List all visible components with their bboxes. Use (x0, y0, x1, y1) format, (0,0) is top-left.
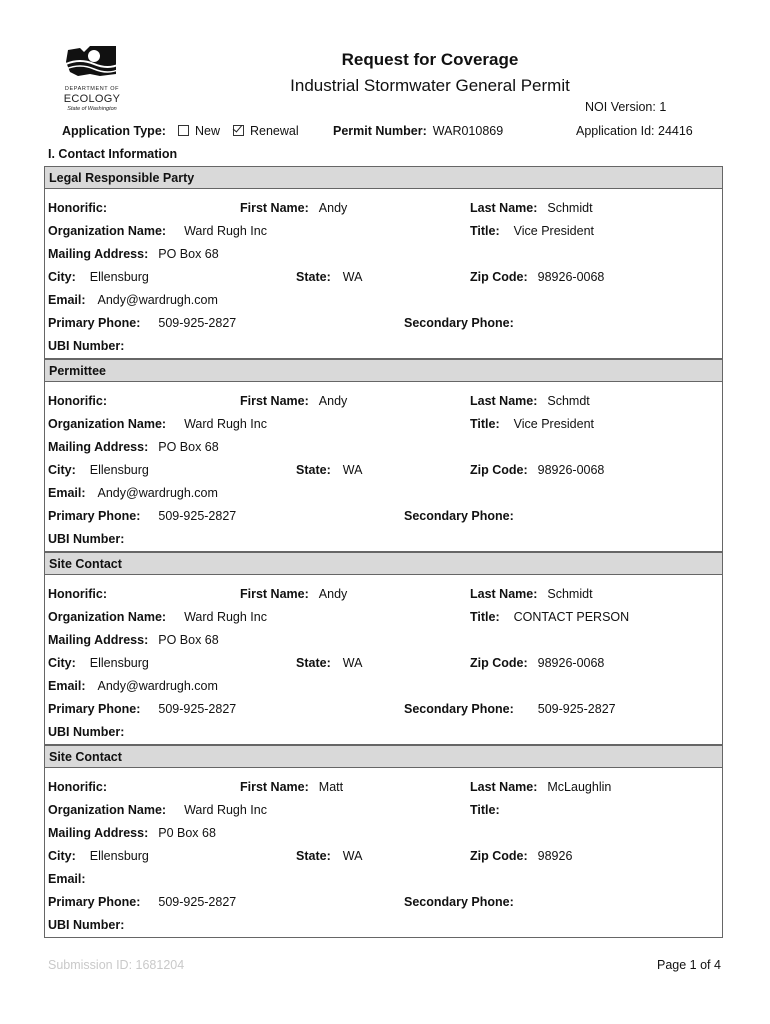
field-last-name (470, 587, 593, 601)
field-honorific (48, 201, 117, 215)
field-zip (470, 270, 604, 284)
field-zip (470, 463, 604, 477)
first-name-label: First Name: (240, 201, 309, 215)
last-name-value: Schmdt (547, 394, 590, 408)
zip-label: Zip Code: (470, 463, 528, 477)
document-title: Request for Coverage (341, 50, 519, 69)
noi-version: NOI Version: 1 (585, 100, 667, 114)
ubi-label: UBI Number: (48, 532, 125, 546)
zip-value: 98926-0068 (537, 656, 605, 670)
field-secondary-phone (404, 702, 616, 716)
email-label: Email: (48, 679, 86, 693)
mailing-value: PO Box 68 (158, 247, 219, 261)
first-name-label: First Name: (240, 587, 309, 601)
secondary-phone-label: Secondary Phone: (404, 895, 514, 909)
honorific-label: Honorific: (48, 201, 108, 215)
honorific-label: Honorific: (48, 780, 108, 794)
field-primary-phone (48, 316, 236, 330)
field-title (470, 417, 594, 431)
title-label: Title: (470, 803, 500, 817)
email-value: Andy@wardrugh.com (97, 679, 218, 693)
state-label: State: (296, 656, 331, 670)
secondary-phone-value: 509-925-2827 (537, 702, 616, 716)
field-city (48, 270, 149, 284)
city-label: City: (48, 463, 76, 477)
zip-label: Zip Code: (470, 656, 528, 670)
primary-phone-value: 509-925-2827 (158, 895, 237, 909)
contact-section-box (44, 166, 723, 359)
field-last-name (470, 780, 611, 794)
field-state (296, 656, 362, 670)
logo-state-text: State of Washington (67, 106, 117, 112)
contact-section-heading: Site Contact (44, 745, 723, 768)
ubi-label: UBI Number: (48, 339, 125, 353)
title-value: CONTACT PERSON (513, 610, 630, 624)
new-label: New (195, 124, 221, 138)
zip-value: 98926-0068 (537, 463, 605, 477)
field-ubi (48, 339, 134, 353)
mailing-value: PO Box 68 (158, 440, 219, 454)
state-value: WA (342, 849, 363, 863)
primary-phone-label: Primary Phone: (48, 316, 141, 330)
contact-section-box (44, 552, 723, 745)
field-state (296, 463, 362, 477)
field-secondary-phone (404, 895, 538, 909)
field-first-name (240, 780, 343, 794)
title-value: Vice President (513, 417, 595, 431)
field-city (48, 656, 149, 670)
permit-number (333, 124, 503, 138)
last-name-value: Schmidt (547, 587, 593, 601)
field-city (48, 463, 149, 477)
state-label: State: (296, 463, 331, 477)
field-honorific (48, 780, 117, 794)
first-name-value: Andy (318, 587, 348, 601)
honorific-label: Honorific: (48, 587, 108, 601)
primary-phone-value: 509-925-2827 (158, 509, 237, 523)
field-primary-phone (48, 509, 236, 523)
field-first-name (240, 394, 347, 408)
last-name-value: Schmidt (547, 201, 593, 215)
email-value: Andy@wardrugh.com (97, 486, 218, 500)
organization-label: Organization Name: (48, 417, 167, 431)
application-type-label: Application Type: (62, 124, 166, 138)
renewal-label: Renewal (250, 124, 299, 138)
field-honorific (48, 587, 117, 601)
title-label: Title: (470, 610, 500, 624)
contact-section-box (44, 745, 723, 938)
field-ubi (48, 532, 134, 546)
renewal-checkbox[interactable] (233, 125, 244, 136)
field-email (48, 293, 218, 307)
first-name-label: First Name: (240, 394, 309, 408)
mailing-value: PO Box 68 (158, 633, 219, 647)
mailing-label: Mailing Address: (48, 440, 149, 454)
email-value: Andy@wardrugh.com (97, 293, 218, 307)
city-label: City: (48, 849, 76, 863)
field-organization (48, 610, 267, 624)
field-mailing (48, 826, 216, 840)
secondary-phone-label: Secondary Phone: (404, 509, 514, 523)
field-city (48, 849, 149, 863)
last-name-label: Last Name: (470, 394, 538, 408)
zip-label: Zip Code: (470, 270, 528, 284)
contact-section-heading: Permittee (44, 359, 723, 382)
organization-label: Organization Name: (48, 610, 167, 624)
state-value: WA (342, 270, 363, 284)
zip-value: 98926 (537, 849, 573, 863)
title-value: Vice President (513, 224, 595, 238)
field-mailing (48, 440, 219, 454)
field-email (48, 872, 98, 886)
field-organization (48, 417, 267, 431)
field-secondary-phone (404, 316, 538, 330)
contact-section-box (44, 359, 723, 552)
mailing-label: Mailing Address: (48, 633, 149, 647)
mailing-label: Mailing Address: (48, 826, 149, 840)
field-first-name (240, 587, 347, 601)
zip-label: Zip Code: (470, 849, 528, 863)
new-checkbox[interactable] (178, 125, 189, 136)
state-label: State: (296, 270, 331, 284)
zip-value: 98926-0068 (537, 270, 605, 284)
first-name-label: First Name: (240, 780, 309, 794)
field-state (296, 849, 362, 863)
document-subtitle: Industrial Stormwater General Permit (290, 76, 570, 95)
field-email (48, 486, 218, 500)
state-value: WA (342, 463, 363, 477)
submission-id: Submission ID: 1681204 (48, 958, 185, 972)
mailing-label: Mailing Address: (48, 247, 149, 261)
organization-value: Ward Rugh Inc (184, 610, 267, 624)
field-ubi (48, 918, 134, 932)
title-label: Title: (470, 224, 500, 238)
field-last-name (470, 201, 593, 215)
field-organization (48, 803, 267, 817)
title-label: Title: (470, 417, 500, 431)
contact-section-heading: Site Contact (44, 552, 723, 575)
city-value: Ellensburg (89, 656, 149, 670)
primary-phone-label: Primary Phone: (48, 509, 141, 523)
last-name-value: McLaughlin (547, 780, 612, 794)
application-id: Application Id: 24416 (576, 124, 693, 138)
first-name-value: Andy (318, 201, 348, 215)
honorific-label: Honorific: (48, 394, 108, 408)
mailing-value: P0 Box 68 (158, 826, 216, 840)
field-primary-phone (48, 702, 236, 716)
primary-phone-value: 509-925-2827 (158, 316, 237, 330)
state-value: WA (342, 656, 363, 670)
organization-label: Organization Name: (48, 803, 167, 817)
field-first-name (240, 201, 347, 215)
field-organization (48, 224, 267, 238)
field-title (470, 610, 629, 624)
field-state (296, 270, 362, 284)
primary-phone-value: 509-925-2827 (158, 702, 237, 716)
field-mailing (48, 633, 219, 647)
field-ubi (48, 725, 134, 739)
field-zip (470, 656, 604, 670)
logo-ecology-text: ECOLOGY (63, 93, 121, 105)
option-renewal[interactable] (233, 124, 299, 138)
field-last-name (470, 394, 590, 408)
organization-value: Ward Rugh Inc (184, 803, 267, 817)
organization-value: Ward Rugh Inc (184, 224, 267, 238)
field-mailing (48, 247, 219, 261)
city-value: Ellensburg (89, 270, 149, 284)
primary-phone-label: Primary Phone: (48, 895, 141, 909)
field-title (470, 224, 594, 238)
ubi-label: UBI Number: (48, 918, 125, 932)
city-label: City: (48, 656, 76, 670)
field-primary-phone (48, 895, 236, 909)
logo-department-text: DEPARTMENT OF (64, 86, 120, 92)
last-name-label: Last Name: (470, 780, 538, 794)
secondary-phone-label: Secondary Phone: (404, 316, 514, 330)
permit-number-label: Permit Number: (333, 124, 427, 138)
field-secondary-phone (404, 509, 538, 523)
last-name-label: Last Name: (470, 201, 538, 215)
field-honorific (48, 394, 117, 408)
field-zip (470, 849, 572, 863)
email-label: Email: (48, 293, 86, 307)
email-label: Email: (48, 486, 86, 500)
primary-phone-label: Primary Phone: (48, 702, 141, 716)
city-label: City: (48, 270, 76, 284)
organization-label: Organization Name: (48, 224, 167, 238)
permit-number-value: WAR010869 (432, 124, 504, 138)
state-label: State: (296, 849, 331, 863)
ubi-label: UBI Number: (48, 725, 125, 739)
field-email (48, 679, 218, 693)
field-title (470, 803, 514, 817)
email-label: Email: (48, 872, 86, 886)
page-number: Page 1 of 4 (657, 958, 721, 972)
last-name-label: Last Name: (470, 587, 538, 601)
first-name-value: Matt (318, 780, 344, 794)
first-name-value: Andy (318, 394, 348, 408)
section-title: I. Contact Information (48, 147, 178, 161)
contact-section-heading: Legal Responsible Party (44, 166, 723, 189)
city-value: Ellensburg (89, 463, 149, 477)
secondary-phone-label: Secondary Phone: (404, 702, 514, 716)
option-new[interactable] (178, 124, 220, 138)
city-value: Ellensburg (89, 849, 149, 863)
organization-value: Ward Rugh Inc (184, 417, 267, 431)
